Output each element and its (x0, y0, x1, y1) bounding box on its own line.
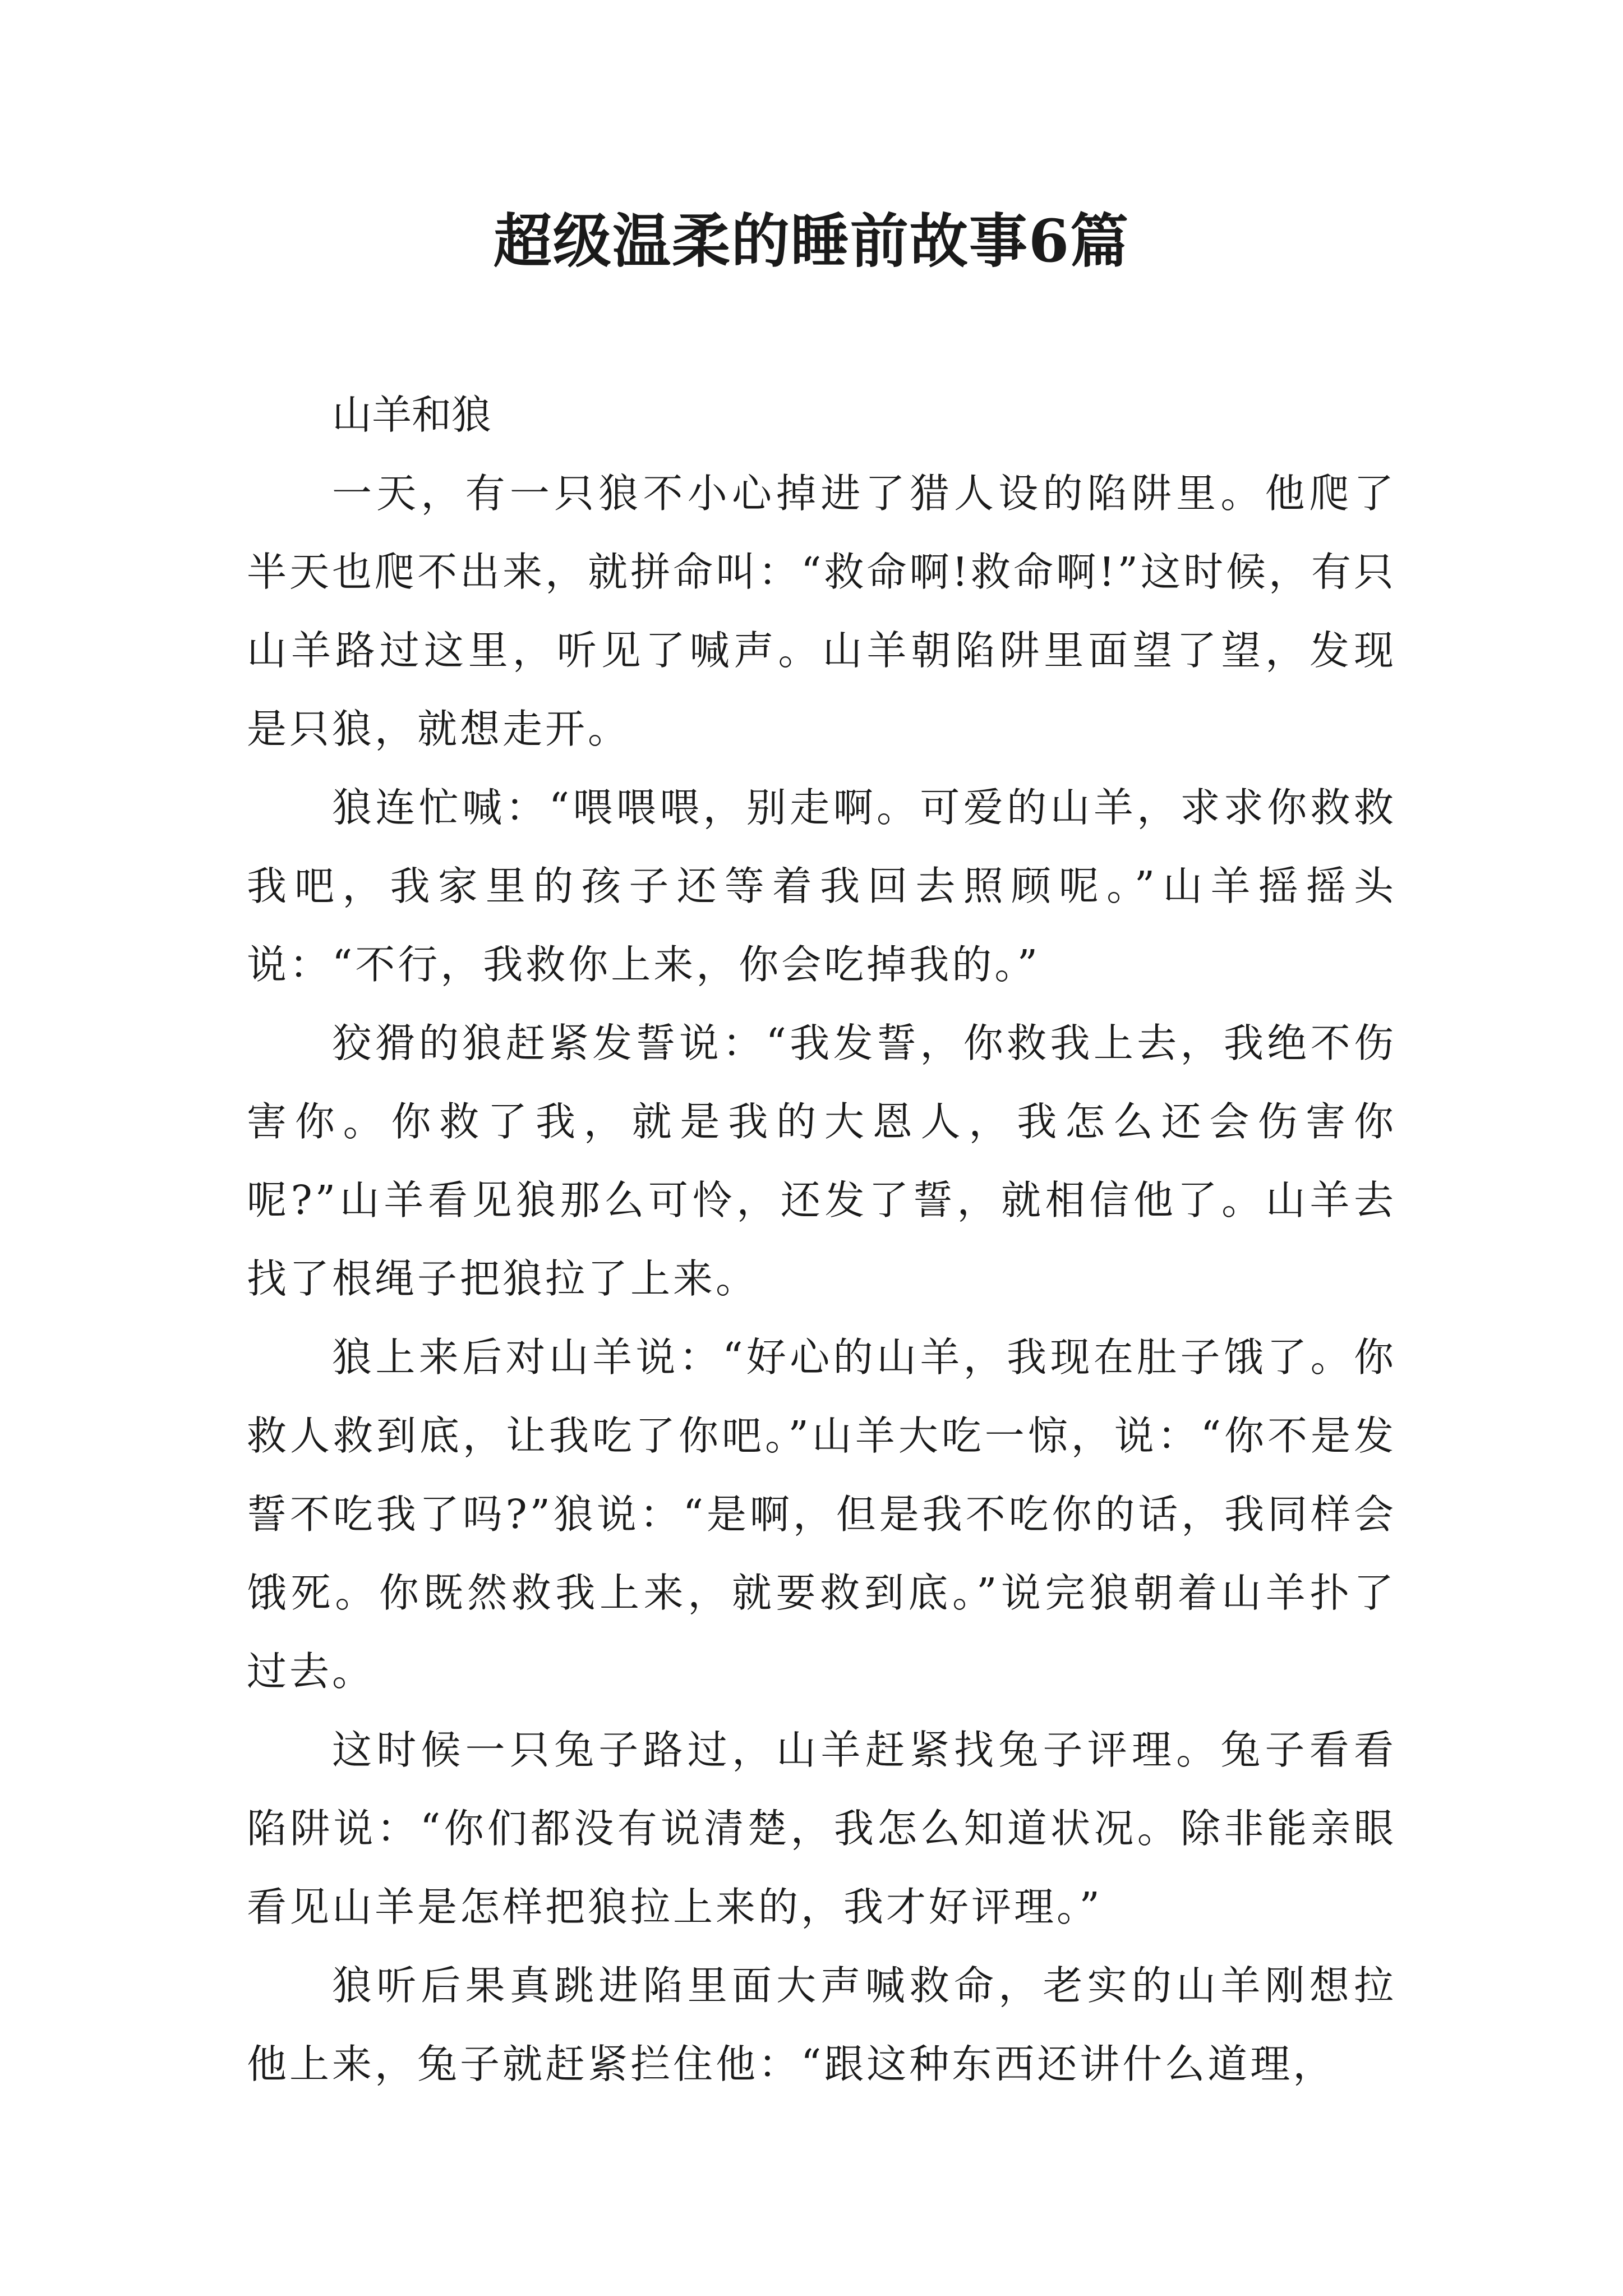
paragraph: 狼上来后对山羊说：“好心的山羊，我现在肚子饿了。你救人救到底，让我吃了你吧。”山羊大吃一惊，说：“你不是发誓不吃我了吗?”狼说：“是啊，但是我不吃你的话，我同样会饿死。你既然救我上来，就要救到底。”说完狼朝着山羊扑了过去。 (247, 1334, 1396, 1695)
paragraph: 狡猾的狼赶紧发誓说：“我发誓，你救我上去，我绝不伤害你。你救了我，就是我的大恩人，我怎么还会伤害你呢?”山羊看见狼那么可怜，还发了誓，就相信他了。山羊去找了根绳子把狼拉了上来。 (247, 1020, 1396, 1302)
document-body (247, 376, 1396, 2104)
page-title: 超级温柔的睡前故事6篇 (493, 206, 1130, 275)
story-heading: 山羊和狼 (332, 392, 492, 438)
paragraph: 狼听后果真跳进陷里面大声喊救命，老实的山羊刚想拉他上来，兔子就赶紧拦住他：“跟这种东西还讲什么道理， (247, 1962, 1396, 2087)
paragraph: 这时候一只兔子路过，山羊赶紧找兔子评理。兔子看看陷阱说：“你们都没有说清楚，我怎么知道状况。除非能亲眼看见山羊是怎样把狼拉上来的，我才好评理。” (247, 1727, 1396, 1930)
paragraph: 狼连忙喊：“喂喂喂，别走啊。可爱的山羊，求求你救救我吧，我家里的孩子还等着我回去照顾呢。”山羊摇摇头说：“不行，我救你上来，你会吃掉我的。” (247, 784, 1396, 988)
paragraph: 一天，有一只狼不小心掉进了猎人设的陷阱里。他爬了半天也爬不出来，就拼命叫：“救命啊!救命啊!”这时候，有只山羊路过这里，听见了喊声。山羊朝陷阱里面望了望，发现是只狼，就想走开。 (247, 470, 1396, 752)
